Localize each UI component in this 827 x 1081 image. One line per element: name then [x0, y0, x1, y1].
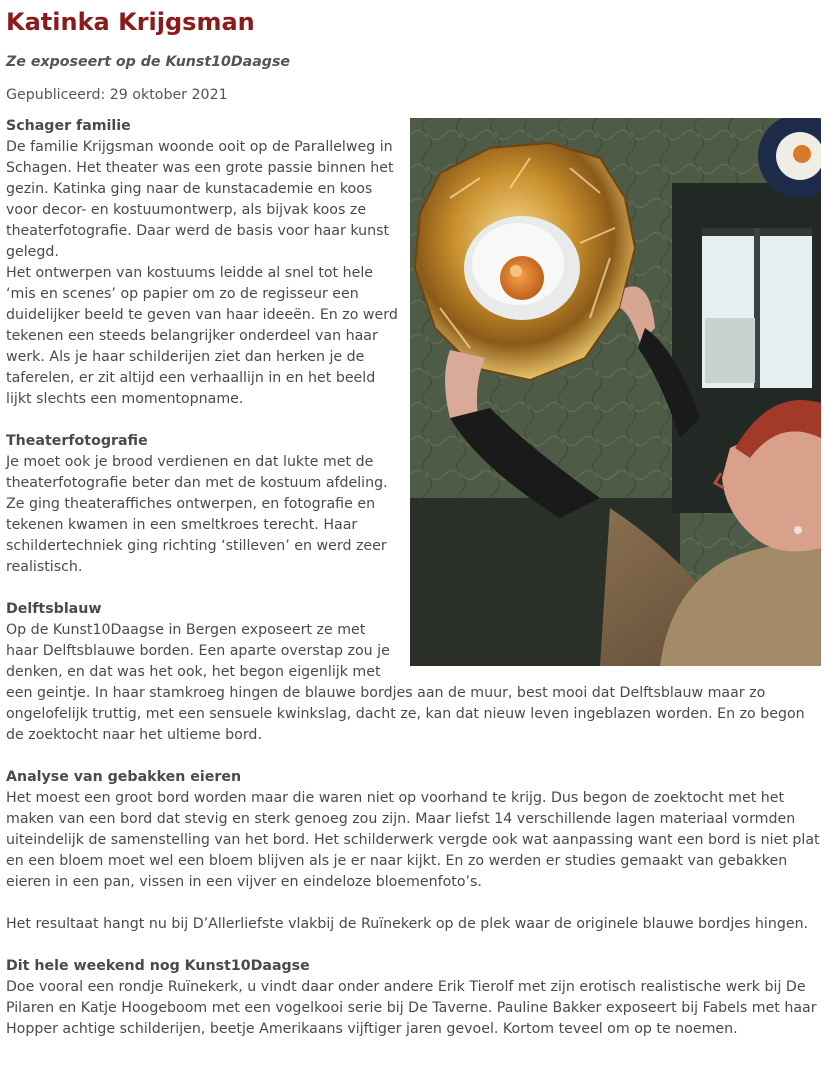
section-paragraph: Het resultaat hangt nu bij D’Allerliefste vlakbij de Ruïnekerk op de plek waar de originele blauwe bordjes hingen. — [6, 916, 809, 932]
section-heading: Analyse van gebakken eieren — [6, 769, 242, 785]
article-body — [6, 116, 821, 1040]
section-heading: Delftsblauw — [6, 601, 102, 617]
section-resultaat — [6, 914, 821, 935]
article-subtitle: Ze exposeert op de Kunst10Daagse — [6, 54, 291, 70]
page-title: Katinka Krijgsman — [6, 8, 255, 36]
publish-date: Gepubliceerd: 29 oktober 2021 — [6, 87, 228, 103]
section-heading: Schager familie — [6, 118, 131, 134]
section-paragraph: De familie Krijgsman woonde ooit op de Parallelweg in Schagen. Het theater was een grote passie binnen het gezin. Katinka ging naar de kunstacademie en koos voor decor- en kostuumontwerp, als bijvak koos ze theaterfotografie. Daar werd de basis voor haar kunst gelegd. — [6, 139, 394, 260]
section-paragraph: Het ontwerpen van kostuums leidde al snel tot hele ‘mis en scenes’ op papier om zo de regisseur een duidelijker beeld te geven van haar ideeën. En zo werd tekenen een steeds belangrijker onderdeel van haar werk. Als je haar schilderijen ziet dan herken je de taferelen, er zit altijd een verhaallijn in en het beeld lijkt slechts een momentopname. — [6, 265, 398, 407]
section-analyse-eieren — [6, 767, 821, 893]
photo-illustration — [410, 118, 821, 666]
section-paragraph: Doe vooral een rondje Ruïnekerk, u vindt daar onder andere Erik Tierolf met zijn erotisch realistische werk bij De Pilaren en Katje Hoogeboom met een vogelkooi serie bij De Taverne. Pauline Bakker exposeert bij Fabels met haar Hopper achtige schilderijen, beetje Amerikaans vijftiger jaren gevoel. Kortom teveel om op te noemen. — [6, 979, 817, 1037]
section-paragraph: Op de Kunst10Daagse in Bergen exposeert ze met haar Delftsblauwe borden. Een aparte overstap zou je denken, en dat was het ook, het begon eigenlijk met een geintje. In haar stamkroeg hingen de blauwe bordjes aan de muur, best mooi dat Delftsblauw maar zo ongelofelijk truttig, met een sensuele kwinkslag, dacht ze, kan dat nieuw leven ingeblazen worden. En zo begon de zoektocht naar het ultieme bord. — [6, 622, 805, 743]
section-paragraph: Het moest een groot bord worden maar die waren niet op voorhand te krijg. Dus begon de zoektocht met het maken van een bord dat stevig en sterk genoeg zou zijn. Maar liefst 14 verschillende lagen materiaal vormden uiteindelijk de samenstelling van het bord. Het schilderwerk vergde ook wat aanpassing want een bord is niet plat en een bloem moet wel een bloem blijven als je er naar kijkt. En zo werden er studies gemaakt van gebakken eieren in een pan, vissen in een vijver en eindeloze bloemenfoto’s. — [6, 790, 820, 890]
section-heading: Theaterfotografie — [6, 433, 148, 449]
section-weekend — [6, 956, 821, 1040]
section-heading: Dit hele weekend nog Kunst10Daagse — [6, 958, 310, 974]
artist-holding-plate-photo — [410, 118, 821, 666]
section-paragraph: Je moet ook je brood verdienen en dat lukte met de theaterfotografie beter dan met de kostuum afdeling. Ze ging theateraffiches ontwerpen, en fotografie en tekenen kwamen in een smeltkroes terecht. Haar schildertechniek ging richting ‘stilleven’ en werd zeer realistisch. — [6, 454, 388, 575]
